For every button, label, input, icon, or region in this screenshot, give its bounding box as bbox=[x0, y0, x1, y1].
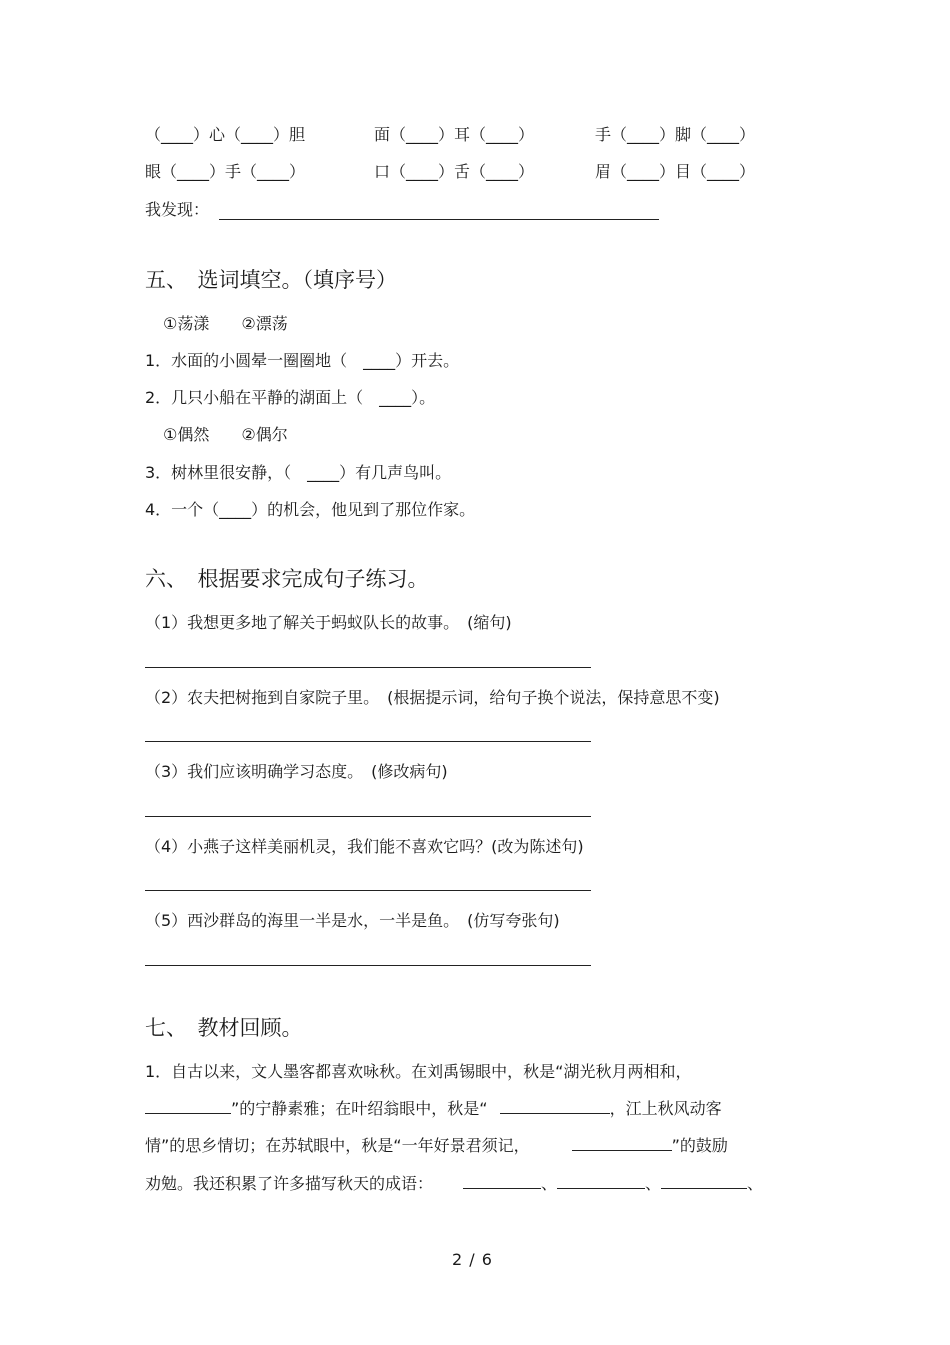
discover-answer-line[interactable] bbox=[219, 219, 659, 220]
poem-blank-1[interactable] bbox=[145, 1098, 231, 1114]
review-line-2-text-a: ”的宁静素雅；在叶绍翁眼中，秋是“ bbox=[231, 1099, 488, 1118]
review-line-4 bbox=[145, 1173, 763, 1195]
section5-options-b: ①偶然 ②偶尔 bbox=[163, 425, 288, 444]
review-line-2 bbox=[145, 1098, 722, 1120]
section5-options-a: ①荡漾 ②漂荡 bbox=[163, 314, 288, 333]
idiom-row2-col1: 眼（____）手（____） bbox=[145, 162, 306, 181]
section5-q2: 2．几只小船在平静的湖面上（ ____）。 bbox=[145, 388, 436, 407]
section5-q4: 4．一个（____）的机会，他见到了那位作家。 bbox=[145, 500, 476, 519]
section6-heading: 六、 根据要求完成句子练习。 bbox=[145, 567, 429, 591]
section5-q3: 3．树林里很安静，（ ____）有几声鸟叫。 bbox=[145, 463, 452, 482]
review-line-3 bbox=[145, 1135, 728, 1157]
idiom-row1-col3: 手（____）脚（____） bbox=[595, 125, 756, 144]
sentence-answer-line-2[interactable] bbox=[145, 741, 591, 742]
sentence-answer-line-3[interactable] bbox=[145, 816, 591, 817]
idiom-sep-2: 、 bbox=[645, 1174, 662, 1193]
poem-blank-2[interactable] bbox=[500, 1098, 610, 1114]
review-line-4-text: 劝勉。我还积累了许多描写秋天的成语： bbox=[145, 1174, 434, 1193]
idiom-row1-col2: 面（____）耳（____） bbox=[374, 125, 535, 144]
sentence-item-4: （4）小燕子这样美丽机灵，我们能不喜欢它吗？(改为陈述句) bbox=[145, 837, 584, 856]
idiom-blank-2[interactable] bbox=[557, 1173, 645, 1189]
review-line-1: 1．自古以来，文人墨客都喜欢咏秋。在刘禹锡眼中，秋是“湖光秋月两相和， bbox=[145, 1062, 692, 1081]
sentence-answer-line-4[interactable] bbox=[145, 890, 591, 891]
section5-heading: 五、 选词填空。（填序号） bbox=[145, 268, 397, 292]
idiom-blank-3[interactable] bbox=[661, 1173, 747, 1189]
poem-blank-3[interactable] bbox=[572, 1135, 672, 1151]
section5-q1: 1．水面的小圆晕一圈圈地（ ____）开去。 bbox=[145, 351, 460, 370]
review-line-3-text-a: 情”的思乡情切；在苏轼眼中，秋是“一年好景君须记， bbox=[145, 1136, 530, 1155]
idiom-blank-1[interactable] bbox=[463, 1173, 541, 1189]
idiom-row2-col3: 眉（____）目（____） bbox=[595, 162, 756, 181]
sentence-item-5: （5）西沙群岛的海里一半是水，一半是鱼。 (仿写夸张句) bbox=[145, 911, 560, 930]
discover-label: 我发现： bbox=[145, 200, 210, 219]
idiom-sep-1: 、 bbox=[541, 1174, 558, 1193]
sentence-item-2: （2）农夫把树拖到自家院子里。 (根据提示词，给句子换个说法，保持意思不变) bbox=[145, 688, 720, 707]
review-line-2-text-b: ，江上秋风动客 bbox=[609, 1099, 722, 1118]
idiom-row1-col1: （____）心（____）胆 bbox=[145, 125, 306, 144]
sentence-item-3: （3）我们应该明确学习态度。 (修改病句) bbox=[145, 762, 448, 781]
sentence-answer-line-1[interactable] bbox=[145, 667, 591, 668]
page-number: 2 / 6 bbox=[452, 1250, 493, 1269]
idiom-sep-3: 、 bbox=[747, 1174, 764, 1193]
section7-heading: 七、 教材回顾。 bbox=[145, 1016, 303, 1040]
sentence-item-1: （1）我想更多地了解关于蚂蚁队长的故事。 (缩句) bbox=[145, 613, 512, 632]
sentence-answer-line-5[interactable] bbox=[145, 965, 591, 966]
review-line-3-text-b: ”的鼓励 bbox=[671, 1136, 728, 1155]
idiom-row2-col2: 口（____）舌（____） bbox=[374, 162, 535, 181]
